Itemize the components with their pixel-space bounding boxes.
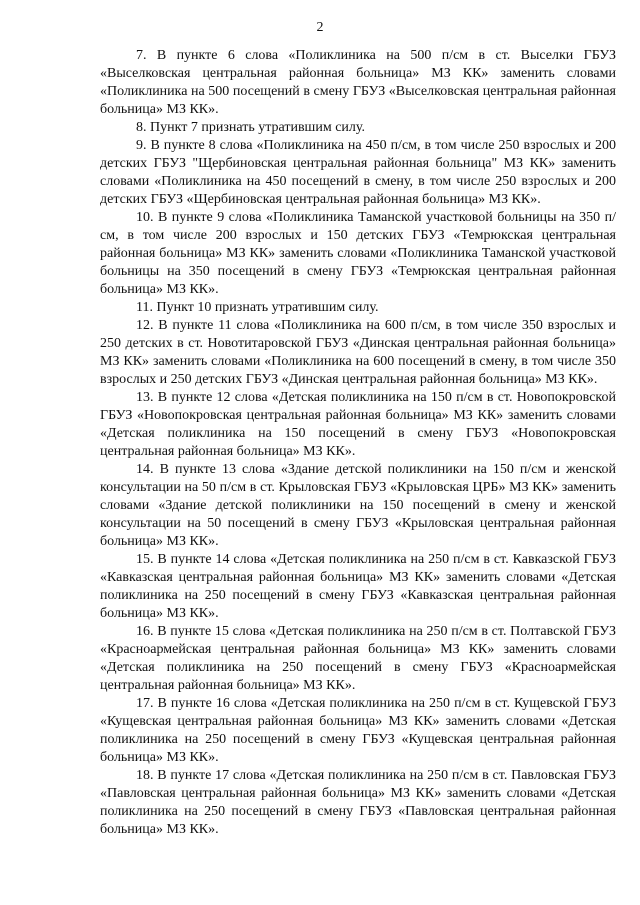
paragraph-item-7: 7. В пункте 6 слова «Поликлиника на 500 п/см в ст. Выселки ГБУЗ «Выселковская центральная районная больница» МЗ КК» заменить словами «Поликлиника на 500 посещений в смену ГБУЗ «Выселковская центральная районная больница» МЗ КК».	[100, 48, 616, 117]
paragraph-item-15: 15. В пункте 14 слова «Детская поликлиника на 250 п/см в ст. Кавказской ГБУЗ «Кавказская центральная районная больница» МЗ КК» заменить словами «Детская поликлиника на 250 посещений в смену ГБУЗ «Кавказская центральная районная больница» МЗ КК».	[100, 552, 616, 621]
paragraph-item-11: 11. Пункт 10 признать утратившим силу.	[136, 300, 379, 315]
page-number: 2	[316, 20, 324, 35]
paragraph-item-10: 10. В пункте 9 слова «Поликлиника Таманской участковой больницы на 350 п/см, в том числе 200 взрослых и 150 детских ГБУЗ «Темрюкская центральная районная больница» МЗ КК» заменить словами «Поликлиника Таманской участковой больницы на 350 посещений в смену ГБУЗ «Темрюкская центральная районная больница» МЗ КК».	[100, 210, 616, 297]
paragraph-item-17: 17. В пункте 16 слова «Детская поликлиника на 250 п/см в ст. Кущевской ГБУЗ «Кущевская центральная районная больница» МЗ КК» заменить словами «Детская поликлиника на 250 посещений в смену ГБУЗ «Кущевская центральная районная больница» МЗ КК».	[100, 696, 616, 765]
paragraph-item-18: 18. В пункте 17 слова «Детская поликлиника на 250 п/см в ст. Павловская ГБУЗ «Павловская центральная районная больница» МЗ КК» заменить словами «Детская поликлиника на 250 посещений в смену ГБУЗ «Павловская центральная районная больница» МЗ КК».	[100, 768, 616, 837]
document-body	[100, 47, 616, 839]
paragraph-item-14: 14. В пункте 13 слова «Здание детской поликлиники на 150 п/см и женской консультации на 50 п/см в ст. Крыловская ГБУЗ «Крыловская ЦРБ» МЗ КК» заменить словами «Здание детской поликлиники на 150 посещений в смену и женской консультации на 50 посещений в смену ГБУЗ «Крыловская центральная районная больница» МЗ КК».	[100, 462, 616, 549]
paragraph-item-13: 13. В пункте 12 слова «Детская поликлиника на 150 п/см в ст. Новопокровской ГБУЗ «Новопокровская центральная районная больница» МЗ КК» заменить словами «Детская поликлиника на 150 посещений в смену ГБУЗ «Новопокровская центральная районная больница» МЗ КК».	[100, 390, 616, 459]
paragraph-item-9: 9. В пункте 8 слова «Поликлиника на 450 п/см, в том числе 250 взрослых и 200 детских ГБУЗ "Щербиновская центральная районная больница" МЗ КК» заменить словами «Поликлиника на 450 посещений в смену, в том числе 250 взрослых и 200 детских ГБУЗ «Щербиновская центральная районная больница» МЗ КК».	[100, 138, 616, 207]
paragraph-item-16: 16. В пункте 15 слова «Детская поликлиника на 250 п/см в ст. Полтавской ГБУЗ «Красноармейская центральная районная больница» МЗ КК» заменить словами «Детская поликлиника на 250 посещений в смену ГБУЗ «Красноармейская центральная районная больница» МЗ КК».	[100, 624, 616, 693]
paragraph-item-8: 8. Пункт 7 признать утратившим силу.	[136, 120, 365, 135]
paragraph-item-12: 12. В пункте 11 слова «Поликлиника на 600 п/см, в том числе 350 взрослых и 250 детских в ст. Новотитаровской ГБУЗ «Динская центральная районная больница» МЗ КК» заменить словами «Поликлиника на 600 посещений в смену, в том числе 350 взрослых и 250 детских ГБУЗ «Динская центральная районная больница» МЗ КК».	[100, 318, 616, 387]
